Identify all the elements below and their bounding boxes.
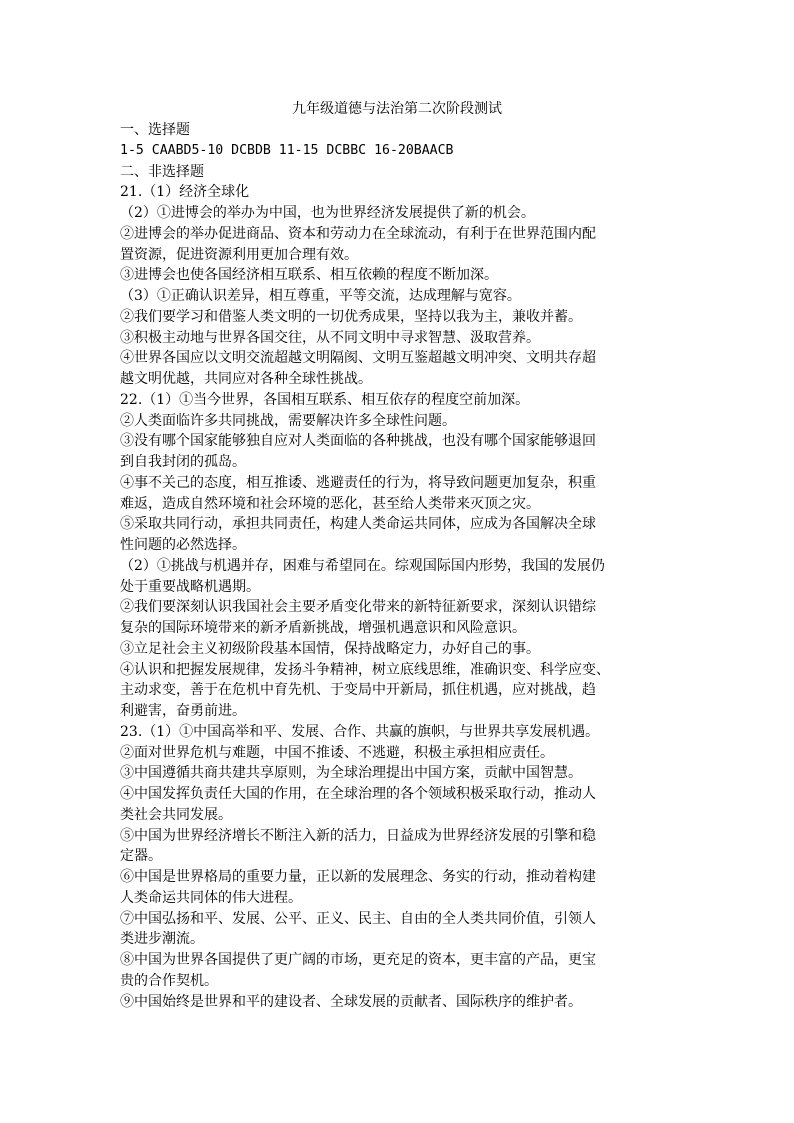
q23-part1-line: ⑤中国为世界经济增长不断注入新的活力，日益成为世界经济发展的引擎和稳 [120,827,596,844]
q23-part1-line: ⑥中国是世界格局的重要力量，正以新的发展理念、务实的行动，推动着构建 [120,869,596,885]
q23-part1-line: ⑧中国为世界各国提供了更广阔的市场，更充足的资本，更丰富的产品，更宝 [120,952,596,968]
q22-part2-line: （2）①挑战与机遇并存，困难与希望同在。综观国际国内形势，我国的发展仍 [120,557,605,574]
q23-part1-line: 人类命运共同体的伟大进程。 [120,889,302,906]
q22-part1-line: ④事不关己的态度，相互推诿、逃避责任的行为，将导致问题更加复杂，积重 [120,474,596,491]
q22-part2-line: 处于重要战略机遇期。 [120,578,260,595]
q22-part1-line: 性问题的必然选择。 [120,537,246,553]
section-heading-nonchoice: 二、非选择题 [120,163,204,180]
document-body [120,120,680,1012]
q21-part3-line: ②我们要学习和借鉴人类文明的一切优秀成果，坚持以我为主，兼收并蓄。 [120,308,582,325]
q21-part3-line: ④世界各国应以文明交流超越文明隔阂、文明互鉴超越文明冲突、文明共存超 [120,350,596,367]
choice-answers: 1-5 CAABD5-10 DCBDB 11-15 DCBBC 16-20BAACB [120,142,454,158]
q23-part1-line: ④中国发挥负责任大国的作用，在全球治理的各个领域积极采取行动，推动人 [120,786,596,802]
q21-part2-line: ②进博会的举办促进商品、资本和劳动力在全球流动，有利于在世界范围内配 [120,225,596,242]
q22-part2-line: 主动求变，善于在危机中育先机、于变局中开新局，抓住机遇，应对挑战，趋 [120,682,596,699]
q22-part1-line: ②人类面临许多共同挑战，需要解决许多全球性问题。 [120,412,456,429]
q23-part1-line: 类进步潮流。 [120,931,204,948]
q21-part3-line: （3）①正确认识差异，相互尊重，平等交流，达成理解与宽容。 [120,288,521,304]
q22-part2-line: 复杂的国际环境带来的新矛盾新挑战，增强机遇意识和风险意识。 [120,620,526,636]
q22-part2-line: 利避害，奋勇前进。 [120,703,246,719]
q23-part1-line: 定器。 [120,848,162,865]
q21-part3-line: 越文明优越，共同应对各种全球性挑战。 [120,371,372,387]
q23-part1-line: ⑨中国始终是世界和平的建设者、全球发展的贡献者、国际秩序的维护者。 [120,993,582,1010]
q23-part1-line: 类社会共同发展。 [120,806,232,823]
q22-part1-line: 到自我封闭的孤岛。 [120,454,246,470]
q22-part1-line: ③没有哪个国家能够独自应对人类面临的各种挑战，也没有哪个国家能够退回 [120,433,596,450]
q21-part2-line: ③进博会也使各国经济相互联系、相互依赖的程度不断加深。 [120,267,498,284]
section-heading-choice: 一、选择题 [120,122,190,138]
q21-part1: 21.（1）经济全球化 [120,184,250,201]
q23-part1-line: 23.（1）①中国高举和平、发展、合作、共赢的旗帜，与世界共享发展机遇。 [120,723,600,740]
q22-part2-line: ③立足社会主义初级阶段基本国情，保持战略定力，办好自己的事。 [120,640,540,657]
q21-part2-line: （2）①进博会的举办为中国，也为世界经济发展提供了新的机会。 [120,205,535,221]
q23-part1-line: ③中国遵循共商共建共享原则，为全球治理提出中国方案，贡献中国智慧。 [120,765,582,782]
q22-part2-line: ②我们要深刻认识我国社会主要矛盾变化带来的新特征新要求，深刻认识错综 [120,599,596,616]
q22-part1-line: 难返，造成自然环境和社会环境的恶化，甚至给人类带来灭顶之灾。 [120,495,540,512]
q22-part1-line: ⑤采取共同行动，承担共同责任，构建人类命运共同体，应成为各国解决全球 [120,516,596,533]
q21-part3-line: ③积极主动地与世界各国交往，从不同文明中寻求智慧、汲取营养。 [120,329,540,346]
q23-part1-line: 贵的合作契机。 [120,972,218,989]
document-title: 九年级道德与法治第二次阶段测试 [292,101,502,117]
q23-part1-line: ⑦中国弘扬和平、发展、公平、正义、民主、自由的全人类共同价值，引领人 [120,910,596,927]
q22-part1-line: 22.（1）①当今世界，各国相互联系、相互依存的程度空前加深。 [120,391,530,408]
q21-part2-line: 置资源，促进资源利用更加合理有效。 [120,246,358,263]
q22-part2-line: ④认识和把握发展规律，发扬斗争精神，树立底线思维，准确识变、科学应变、 [120,661,610,678]
q23-part1-line: ②面对世界危机与难题，中国不推诿、不逃避，积极主承担相应责任。 [120,744,554,761]
